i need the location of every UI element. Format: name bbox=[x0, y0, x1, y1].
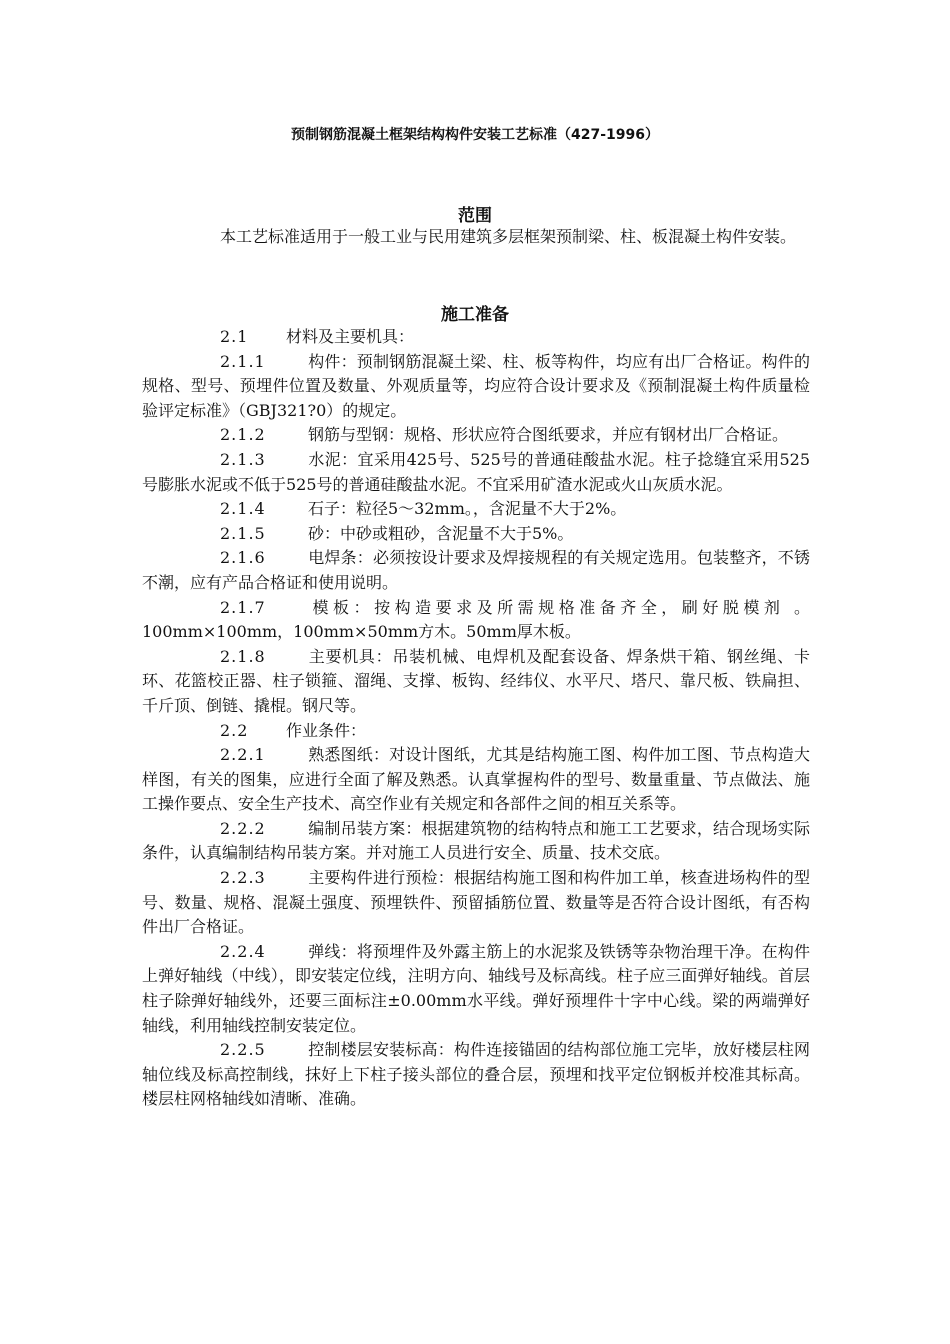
clause-2-1-2 bbox=[142, 423, 810, 448]
clause-number: 2.1.4 bbox=[220, 499, 266, 519]
clause-2-2-1 bbox=[142, 743, 810, 817]
section-heading-scope: 范围 bbox=[458, 206, 492, 226]
clause-text: 主要构件进行预检：根据结构施工图和构件加工单，核查进场构件的型号、数量、规格、混凝土强度、预埋铁件、预留插筋位置、数量等是否符合设计图纸，有否构件出厂合格证。 bbox=[142, 868, 810, 937]
clause-2-2-4 bbox=[142, 940, 810, 1038]
scope-body bbox=[142, 225, 810, 250]
clause-text: 水泥：宜采用425号、525号的普通硅酸盐水泥。柱子捻缝宜采用525号膨胀水泥或不低于525号的普通硅酸盐水泥。不宜采用矿渣水泥或火山灰质水泥。 bbox=[142, 449, 810, 494]
clause-2-1-4 bbox=[142, 497, 810, 522]
clause-2-2 bbox=[142, 719, 810, 744]
clause-number: 2.1 bbox=[220, 327, 249, 346]
clause-number: 2.1.3 bbox=[220, 449, 266, 469]
clause-2-1-7 bbox=[142, 596, 810, 645]
clause-number: 2.1.6 bbox=[220, 548, 266, 568]
clause-number: 2.1.2 bbox=[220, 425, 266, 445]
clause-number: 2.2.2 bbox=[220, 818, 266, 838]
clause-text: 模板：按构造要求及所需规格准备齐全，刷好脱模剂 。100mm×100mm，100mm×50mm方木。50mm厚木板。 bbox=[142, 597, 810, 642]
clause-number: 2.2.3 bbox=[220, 868, 266, 888]
clause-text: 石子：粒径5～32mm。，含泥量不大于2%。 bbox=[308, 499, 627, 519]
clause-text: 主要机具：吊装机械、电焊机及配套设备、焊条烘干箱、钢丝绳、卡环、花篮校正器、柱子锁箍、溜绳、支撑、板钩、经纬仪、水平尺、塔尺、靠尺板、铁扁担、千斤顶、倒链、撬棍。钢尺等。 bbox=[142, 646, 810, 715]
clause-2-2-2 bbox=[142, 817, 810, 866]
preparation-body bbox=[142, 325, 810, 1112]
clause-2-2-3 bbox=[142, 866, 810, 940]
clause-text: 熟悉图纸：对设计图纸，尤其是结构施工图、构件加工图、节点构造大样图，有关的图集，应进行全面了解及熟悉。认真掌握构件的型号、数量重量、节点做法、施工操作要点、安全生产技术、高空作业有关规定和各部件之间的相互关系等。 bbox=[142, 745, 810, 814]
clause-2-1-8 bbox=[142, 645, 810, 719]
clause-number: 2.1.8 bbox=[220, 646, 266, 666]
clause-2-1-6 bbox=[142, 546, 810, 595]
section-heading-preparation: 施工准备 bbox=[441, 305, 509, 325]
clause-number: 2.2.4 bbox=[220, 941, 266, 961]
clause-2-1-5 bbox=[142, 522, 810, 547]
clause-2-1-1 bbox=[142, 350, 810, 424]
document-title: 预制钢筋混凝土框架结构构件安装工艺标准（427-1996） bbox=[291, 127, 659, 143]
clause-number: 2.2 bbox=[220, 720, 249, 740]
clause-number: 2.1.5 bbox=[220, 523, 266, 543]
clause-2-1-3 bbox=[142, 448, 810, 497]
clause-number: 2.1.7 bbox=[220, 597, 266, 617]
clause-text: 控制楼层安装标高：构件连接锚固的结构部位施工完毕，放好楼层柱网轴位线及标高控制线，抹好上下柱子接头部位的叠合层，预埋和找平定位钢板并校准其标高。楼层柱网格轴线如清晰、准确。 bbox=[142, 1040, 810, 1109]
clause-text: 砂：中砂或粗砂，含泥量不大于5%。 bbox=[308, 523, 574, 543]
clause-number: 2.1.1 bbox=[220, 351, 266, 371]
clause-text: 电焊条：必须按设计要求及焊接规程的有关规定选用。包装整齐，不锈不潮，应有产品合格证和使用说明。 bbox=[142, 548, 810, 592]
clause-text: 材料及主要机具： bbox=[286, 327, 415, 346]
clause-text: 弹线：将预埋件及外露主筋上的水泥浆及铁锈等杂物治理干净。在构件上弹好轴线（中线），即安装定位线，注明方向、轴线号及标高线。柱子应三面弹好轴线。首层柱子除弹好轴线外，还要三面标注±0.00mm水平线。弹好预埋件十字中心线。梁的两端弹好轴线，利用轴线控制安装定位。 bbox=[142, 941, 810, 1035]
clause-number: 2.2.5 bbox=[220, 1040, 266, 1060]
clause-number: 2.2.1 bbox=[220, 745, 266, 765]
clause-text: 作业条件： bbox=[286, 720, 367, 740]
clause-text: 构件：预制钢筋混凝土梁、柱、板等构件，均应有出厂合格证。构件的规格、型号、预埋件位置及数量、外观质量等，均应符合设计要求及《预制混凝土构件质量检验评定标准》（GBJ321?0）的规定。 bbox=[142, 351, 810, 420]
scope-paragraph: 本工艺标准适用于一般工业与民用建筑多层框架预制梁、柱、板混凝土构件安装。 bbox=[220, 227, 797, 246]
clause-text: 钢筋与型钢：规格、形状应符合图纸要求，并应有钢材出厂合格证。 bbox=[308, 425, 789, 445]
clause-2-2-5 bbox=[142, 1038, 810, 1112]
clause-2-1 bbox=[142, 325, 810, 350]
clause-text: 编制吊装方案：根据建筑物的结构特点和施工工艺要求，结合现场实际条件，认真编制结构吊装方案。并对施工人员进行安全、质量、技术交底。 bbox=[142, 818, 810, 863]
